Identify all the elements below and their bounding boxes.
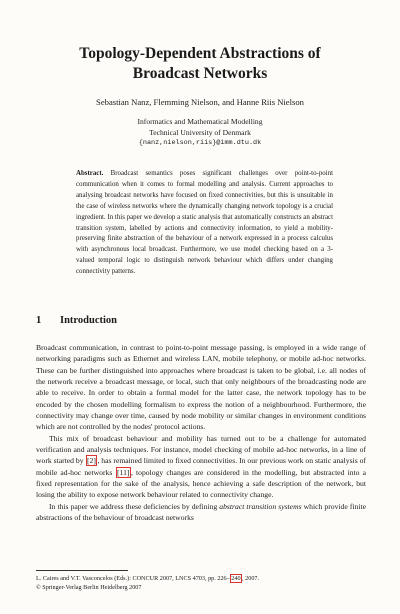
paragraph-3 xyxy=(36,501,366,524)
publication-footer xyxy=(36,574,376,592)
paragraph-2-text-b: , has remained limited to fixed connectivities. In our previous work on static analysis of mobile ad-hoc networks xyxy=(36,456,366,477)
affiliation xyxy=(0,116,400,150)
footer-copyright: © Springer-Verlag Berlin Heidelberg 2007 xyxy=(36,584,142,591)
footer-citation-b: , 2007. xyxy=(242,575,260,582)
abstract-label: Abstract. xyxy=(76,170,104,177)
paragraph-3-emphasis: abstract transition systems xyxy=(219,501,302,511)
section-heading xyxy=(36,314,376,328)
abstract-text: Broadcast semantics poses significant challenges over point-to-point communication when it comes to formal modelling and analysis. Current approaches to analysing broadcast networks have focused on fixed connectivities, but this is unsuitable in the case of wireless networks where the dynamically changing network topology is a crucial ingredient. In this paper we develop a static analysis that automatically constructs an abstract transition system, labelled by actions and connectivity information, to yield a mobility-preserving finite abstraction of the behaviour of a network expressed in a process calculus with asynchronous local broadcast. Furthermore, we use model checking based on a 3-valued temporal logic to distinguish network behaviour which differs under changing connectivity patterns. xyxy=(76,170,333,276)
body-text xyxy=(36,342,366,523)
abstract xyxy=(76,169,333,278)
footer-line-1 xyxy=(36,574,376,583)
paper-title xyxy=(0,44,400,84)
paragraph-3-text-a: In this paper we address these deficiencies by defining xyxy=(49,501,220,511)
section-number: 1 xyxy=(36,315,42,326)
paragraph-2-text-a: This mix of broadcast behaviour and mobility has turned out to be a challenge for automated verification and analysis techniques. For instance, model checking of mobile ad-hoc networks, in a line of work started by xyxy=(36,433,366,466)
paragraph-3-text-b: which provide finite abstractions of the behaviour of broadcast networks xyxy=(36,501,366,522)
citation-link-11[interactable]: [11] xyxy=(117,467,130,477)
footer-citation-a: L. Caires and V.T. Vasconcelos (Eds.): CONCUR 2007, LNCS 4703, pp. 226– xyxy=(36,575,230,582)
paragraph-1: Broadcast communication, in contrast to point-to-point message passing, is employed in a wide range of networking paradigms such as Ethernet and wireless LAN, mobile telephony, or mobile ad-hoc networks. These can be further distinguished into approaches where broadcast is taken to be global, i.e. all nodes of the network receive a broadcast message, or local, such that only neighbours of the broadcasting node are able to receive. In order to obtain a formal model for the latter case, the network topology has to be encoded by the chosen modelling formalism to express the notion of a neighbourhood. Furthermore, the connectivity may change over time, caused by node mobility or similar changes in environment conditions which are not controlled by the nodes' protocol actions. xyxy=(36,343,366,432)
affiliation-university: Technical University of Denmark xyxy=(149,128,251,138)
paragraph-2 xyxy=(36,433,366,501)
author-email: {nanz,nielson,riis}@imm.dtu.dk xyxy=(138,139,262,148)
footnote-rule xyxy=(36,570,128,571)
affiliation-dept: Informatics and Mathematical Modelling xyxy=(137,117,263,126)
section-title: Introduction xyxy=(60,315,117,326)
page-link[interactable]: 240 xyxy=(231,575,241,582)
paragraph-2-text-c: , topology changes are considered in the modelling, but abstracted into a fixed representation for the sake of the analysis, hence achieving a safe description of the network, but losing the ability to expose network behaviour related to connectivity change. xyxy=(36,467,366,500)
title-line-1: Topology-Dependent Abstractions of xyxy=(79,45,321,62)
author-list: Sebastian Nanz, Flemming Nielson, and Hanne Riis Nielson xyxy=(96,97,304,107)
citation-link-2[interactable]: [2] xyxy=(87,456,96,466)
title-line-2: Broadcast Networks xyxy=(132,65,268,82)
